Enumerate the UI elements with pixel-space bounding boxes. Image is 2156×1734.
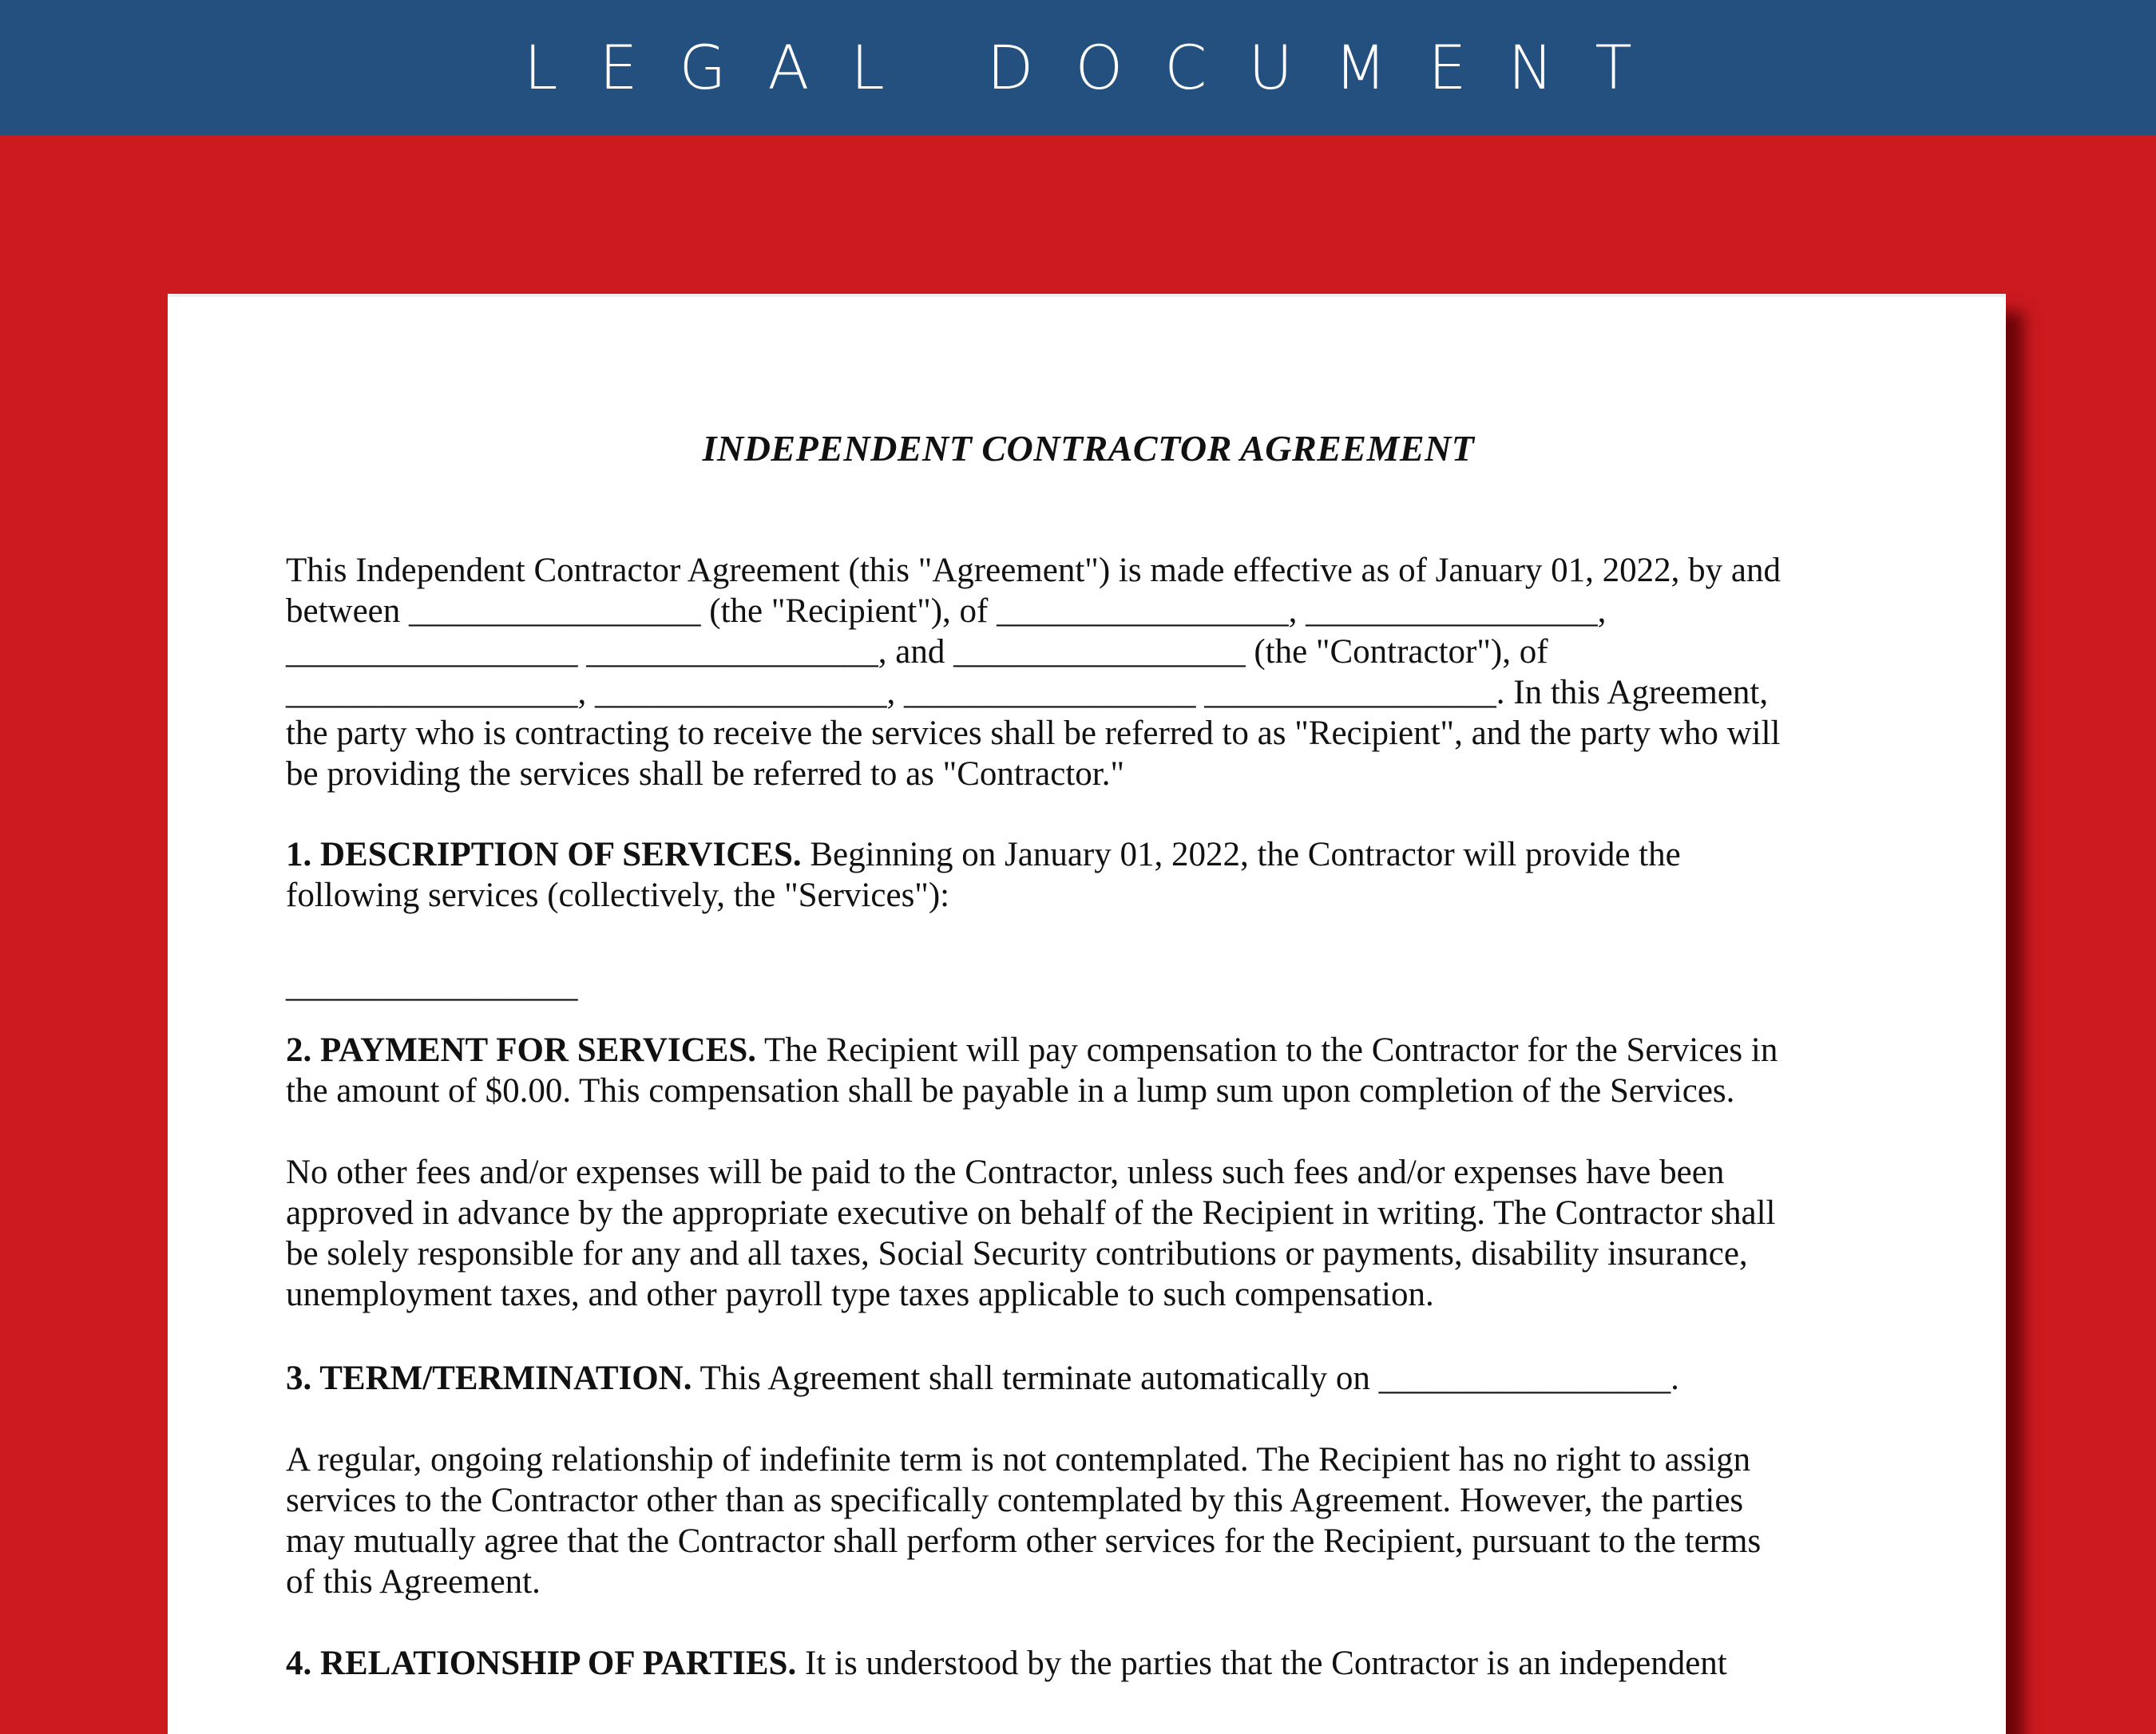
section-1-heading: 1. DESCRIPTION OF SERVICES. — [286, 836, 802, 873]
intro-line: _________________ _________________, and _________________ (the "Contractor"), of — [286, 633, 1548, 671]
section-2-heading: 2. PAYMENT FOR SERVICES. — [286, 1031, 757, 1069]
section-3-line: services to the Contractor other than as specifically contemplated by this Agreement. However, the parties — [286, 1482, 1744, 1519]
section-2-text: The Recipient will pay compensation to the Contractor for the Services in — [756, 1031, 1778, 1069]
section-4-text: It is understood by the parties that the Contractor is an independent — [796, 1645, 1727, 1682]
section-3-line: of this Agreement. — [286, 1563, 541, 1601]
intro-line: _________________, _________________, _________________ _________________. In this Agreement, — [286, 674, 1769, 711]
section-2-expenses-paragraph — [286, 1152, 1891, 1315]
section-1-description-of-services — [286, 834, 1891, 916]
header-banner — [0, 0, 2156, 136]
section-3-line: may mutually agree that the Contractor shall perform other services for the Recipient, pursuant to the terms — [286, 1522, 1762, 1560]
banner-title: LEGAL DOCUMENT — [524, 32, 1674, 103]
section-3-term-termination — [286, 1358, 1891, 1399]
intro-paragraph — [286, 550, 1891, 794]
section-3-line: A regular, ongoing relationship of indefinite term is not contemplated. The Recipient has no right to assign — [286, 1441, 1751, 1479]
section-2-line: approved in advance by the appropriate executive on behalf of the Recipient in writing. The Contractor shall — [286, 1194, 1776, 1232]
section-3-heading: 3. TERM/TERMINATION. — [286, 1360, 692, 1397]
section-1-text: following services (collectively, the "Services"): — [286, 877, 950, 914]
section-4-relationship-of-parties — [286, 1643, 1891, 1684]
document-page — [168, 294, 2006, 1734]
section-2-line: be solely responsible for any and all taxes, Social Security contributions or payments, disability insurance, — [286, 1235, 1748, 1273]
intro-line: between _________________ (the "Recipient"), of _________________, _________________, — [286, 592, 1607, 630]
section-3-relationship-paragraph — [286, 1439, 1891, 1602]
section-1-text: Beginning on January 01, 2022, the Contractor will provide the — [801, 836, 1681, 873]
section-2-payment-for-services — [286, 1030, 1891, 1111]
section-3-text: This Agreement shall terminate automatically on _________________. — [692, 1360, 1679, 1397]
document-body — [286, 297, 1891, 1684]
section-2-text: the amount of $0.00. This compensation shall be payable in a lump sum upon completion of the Services. — [286, 1072, 1735, 1110]
intro-line: the party who is contracting to receive the services shall be referred to as "Recipient", and the party who will — [286, 715, 1781, 752]
document-title: INDEPENDENT CONTRACTOR AGREEMENT — [702, 428, 1475, 469]
section-2-line: No other fees and/or expenses will be paid to the Contractor, unless such fees and/or expenses have been — [286, 1154, 1725, 1191]
intro-line: This Independent Contractor Agreement (this "Agreement") is made effective as of January 01, 2022, by and — [286, 552, 1781, 589]
section-2-line: unemployment taxes, and other payroll type taxes applicable to such compensation. — [286, 1276, 1434, 1313]
intro-line: be providing the services shall be referred to as "Contractor." — [286, 755, 1125, 793]
section-4-heading: 4. RELATIONSHIP OF PARTIES. — [286, 1645, 797, 1682]
services-blank-field: _________________ — [286, 967, 578, 1004]
